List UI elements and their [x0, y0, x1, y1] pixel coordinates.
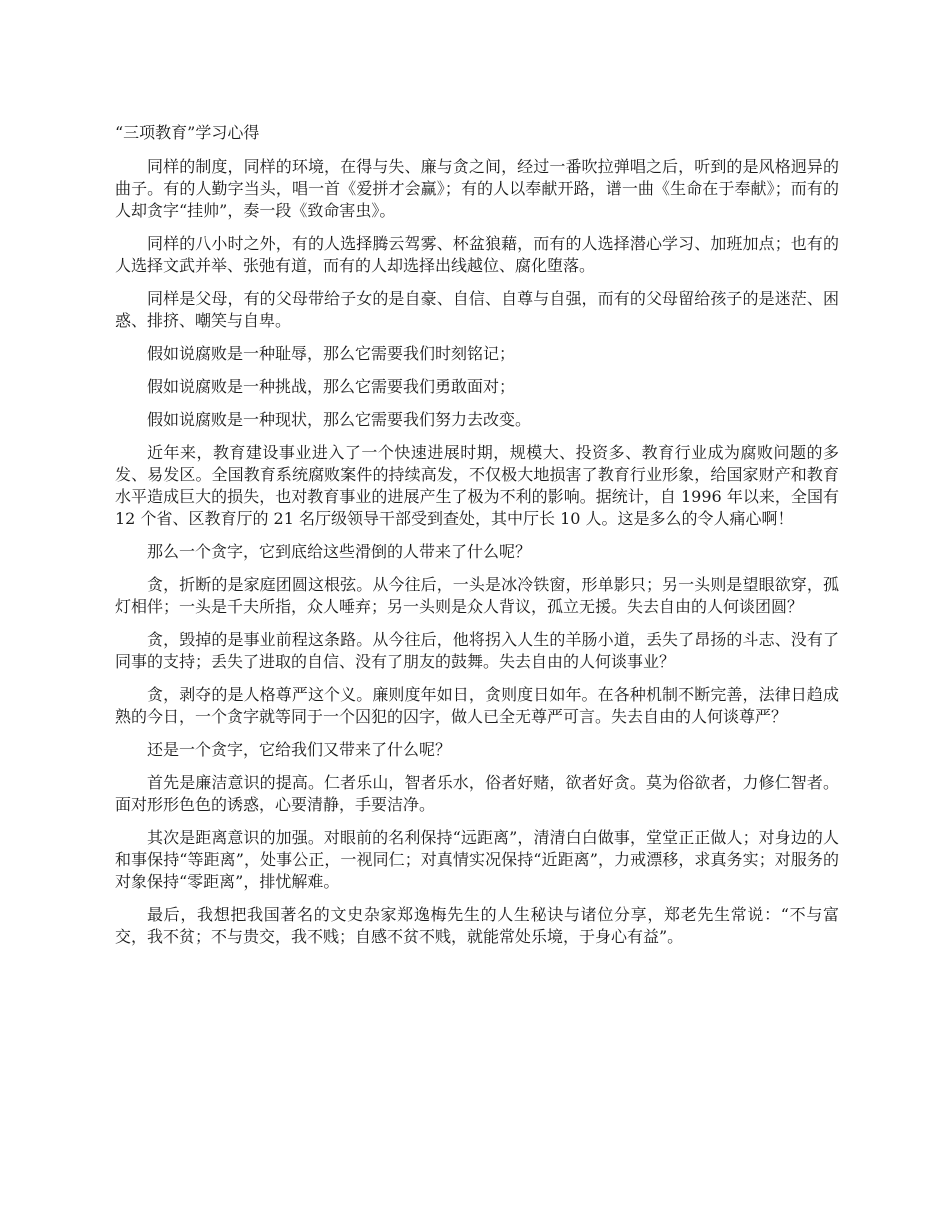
paragraph: 贪，毁掉的是事业前程这条路。从今往后，他将拐入人生的羊肠小道，丢失了昂扬的斗志、没有了同事的支持；丢失了进取的自信、没有了朋友的鼓舞。失去自由的人何谈事业？	[115, 630, 839, 671]
paragraph: 还是一个贪字，它给我们又带来了什么呢？	[147, 740, 452, 759]
paragraph: 同样的制度，同样的环境，在得与失、廉与贪之间，经过一番吹拉弹唱之后，听到的是风格迥异的曲子。有的人勤字当头，唱一首《爱拼才会赢》；有的人以奉献开路，谱一曲《生命在于奉献》；而有的人却贪字“挂帅”，奏一段《致命害虫》。	[115, 157, 839, 220]
paragraph: 最后，我想把我国著名的文史杂家郑逸梅先生的人生秘诀与诸位分享，郑老先生常说：“不与富交，我不贫；不与贵交，我不贱；自感不贫不贱，就能常处乐境，于身心有益”。	[115, 905, 839, 946]
document-title: “三项教育”学习心得	[115, 123, 260, 142]
paragraph: 首先是廉洁意识的提高。仁者乐山，智者乐水，俗者好赌，欲者好贪。莫为俗欲者，力修仁智者。面对形形色色的诱惑，心要清静，手要洁净。	[115, 773, 839, 814]
paragraph: 那么一个贪字，它到底给这些滑倒的人带来了什么呢？	[147, 542, 532, 561]
paragraph: 贪，折断的是家庭团圆这根弦。从今往后，一头是冰冷铁窗，形单影只；另一头则是望眼欲穿，孤灯相伴；一头是千夫所指，众人唾弃；另一头则是众人背议，孤立无援。失去自由的人何谈团圆？	[115, 575, 839, 616]
paragraph: 假如说腐败是一种挑战，那么它需要我们勇敢面对；	[147, 377, 516, 396]
paragraph: 假如说腐败是一种现状，那么它需要我们努力去改变。	[147, 410, 532, 429]
document-page	[115, 122, 839, 959]
paragraph: 假如说腐败是一种耻辱，那么它需要我们时刻铭记；	[147, 344, 516, 363]
paragraph: 同样是父母，有的父母带给子女的是自豪、自信、自尊与自强，而有的父母留给孩子的是迷茫、困惑、排挤、嘲笑与自卑。	[115, 289, 839, 330]
paragraph: 同样的八小时之外，有的人选择腾云驾雾、杯盆狼藉，而有的人选择潜心学习、加班加点；也有的人选择文武并举、张弛有道，而有的人却选择出线越位、腐化堕落。	[115, 234, 839, 275]
paragraph: 贪，剥夺的是人格尊严这个义。廉则度年如日，贪则度日如年。在各种机制不断完善，法律日趋成熟的今日，一个贪字就等同于一个囚犯的囚字，做人已全无尊严可言。失去自由的人何谈尊严？	[115, 685, 839, 726]
paragraph: 近年来，教育建设事业进入了一个快速进展时期，规模大、投资多、教育行业成为腐败问题的多发、易发区。全国教育系统腐败案件的持续高发，不仅极大地损害了教育行业形象，给国家财产和教育水平造成巨大的损失，也对教育事业的进展产生了极为不利的影响。据统计，自 1996 年以来，全国有 12 个省、区教育厅的 21 名厅级领导干部受到查处，其中厅长 10 人。这是多么的令人痛心啊！	[115, 443, 839, 528]
paragraph: 其次是距离意识的加强。对眼前的名利保持“远距离”，清清白白做事，堂堂正正做人；对身边的人和事保持“等距离”，处事公正，一视同仁；对真情实况保持“近距离”，力戒漂移，求真务实；对服务的对象保持“零距离”，排忧解难。	[115, 828, 839, 891]
